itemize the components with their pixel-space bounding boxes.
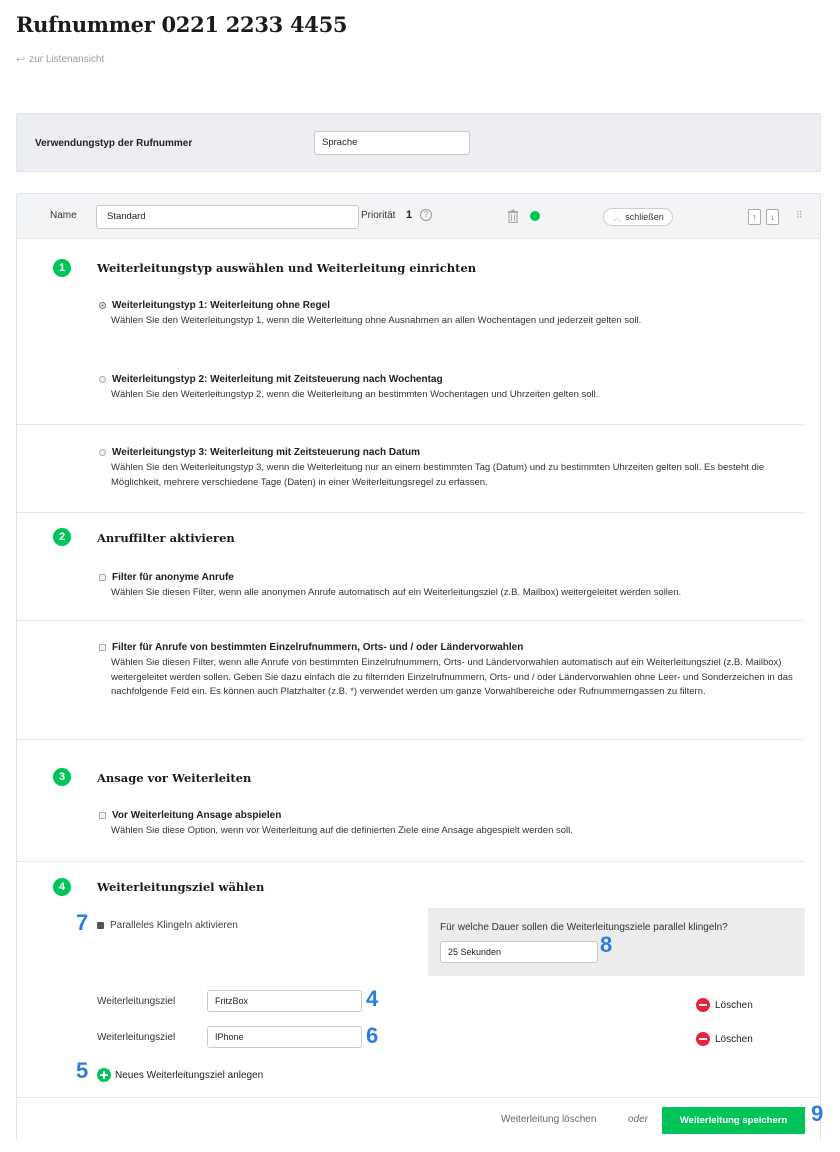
delete-target-1-button[interactable] [696,998,753,1012]
minus-circle-icon [696,1032,710,1046]
duration-question: Für welche Dauer sollen die Weiterleitungsziele parallel klingeln? [440,922,728,933]
back-to-list-link[interactable] [16,53,104,66]
back-link-label: zur Listenansicht [29,54,105,65]
delete-target-2-label: Löschen [715,1033,753,1045]
number-filter-desc: Wählen Sie diesen Filter, wenn alle Anrufe von bestimmten Einzelrufnummern, Orts- und Ländervorwahlen automatisch auf ein Weiterleitungsziel (z.B. Mailbox) weitergeleitet werden sollen. Geben Sie dazu einfach die zu filternden Einzelrufnummern, Orts- und / oder Ländervorwahlen ohne Leer- und Sonderzeichen in das nachfolgende Feld ein. Es können auch Platzhalter (z.B. *) verwendet werden um ganze Vorwahlbereiche oder Rufnummerngassen zu filtern. [111,657,793,697]
callout-6: 6 [366,1023,379,1048]
usage-type-label: Verwendungstyp der Rufnummer [35,138,193,149]
number-filter-checkbox[interactable] [99,644,106,651]
move-down-button[interactable]: ↓ [766,209,779,225]
callout-5: 5 [76,1058,89,1083]
anonymous-filter-checkbox[interactable] [99,574,106,581]
target-2-input[interactable]: IPhone [207,1026,362,1048]
forwarding-type-3-desc: Wählen Sie den Weiterleitungstyp 3, wenn die Weiterleitung nur an einem bestimmten Tag (Datum) und zu bestimmten Uhrzeiten gelten soll. Es besteht die Möglichkeit, mehrere verschiedene Tage (Daten) in einer Weiterleitungsregel zu erfassen. [111,462,765,488]
divider [17,512,805,513]
step-1-badge: 1 [53,259,71,277]
divider [17,620,805,621]
section-3-title: Ansage vor Weiterleiten [97,771,252,785]
forwarding-rule-card [16,193,824,1141]
priority-value: 1 [406,209,413,221]
forwarding-type-1-title: Weiterleitungstyp 1: Weiterleitung ohne Regel [112,300,330,311]
minus-circle-icon [696,998,710,1012]
delete-target-2-button[interactable] [696,1032,753,1046]
parallel-ringing-checkbox[interactable] [97,922,104,929]
target-1-input[interactable]: FritzBox [207,990,362,1012]
drag-handle-icon[interactable]: ⠿ [796,210,802,220]
forwarding-type-3-radio[interactable] [99,449,106,456]
help-icon[interactable]: ? [420,209,432,221]
callout-4: 4 [366,986,379,1011]
forwarding-type-3-title: Weiterleitungstyp 3: Weiterleitung mit Zeitsteuerung nach Datum [112,447,421,458]
page-title: Rufnummer 0221 2233 4455 [16,12,348,37]
duration-select[interactable]: 25 Sekunden [440,941,598,963]
section-1-title: Weiterleitungstyp auswählen und Weiterleitung einrichten [97,261,477,275]
divider [17,739,805,740]
delete-target-1-label: Löschen [715,999,753,1011]
step-3-badge: 3 [53,768,71,786]
forwarding-type-2-desc: Wählen Sie den Weiterleitungstyp 2, wenn die Weiterleitung an bestimmten Wochentagen und Uhrzeiten gelten soll. [111,389,599,400]
divider [17,424,805,425]
section-4-title: Weiterleitungsziel wählen [97,880,265,894]
return-arrow-icon: ↩ [16,54,26,66]
chevron-up-icon: ︿ [612,212,622,223]
add-target-label: Neues Weiterleitungsziel anlegen [115,1069,264,1081]
priority-label: Priorität [361,210,396,221]
forwarding-type-1-option[interactable] [99,300,799,329]
anonymous-filter-title: Filter für anonyme Anrufe [112,572,234,583]
move-up-button[interactable]: ↑ [748,209,761,225]
forwarding-type-1-desc: Wählen Sie den Weiterleitungstyp 1, wenn die Weiterleitung ohne Ausnahmen an allen Wochentagen und jederzeit gelten soll. [111,315,642,326]
forwarding-type-3-option[interactable] [99,447,799,490]
anonymous-filter-option[interactable] [99,572,799,601]
callout-9: 9 [811,1101,824,1126]
or-text: oder [628,1114,649,1125]
number-filter-option[interactable] [99,642,799,700]
collapse-label: schließen [625,212,664,222]
step-2-badge: 2 [53,528,71,546]
announcement-checkbox[interactable] [99,812,106,819]
rule-name-input[interactable]: Standard [96,205,359,229]
announcement-title: Vor Weiterleitung Ansage abspielen [112,810,282,821]
rule-name-label: Name [50,210,77,221]
parallel-ringing-option[interactable] [97,920,238,931]
forwarding-type-2-radio[interactable] [99,376,106,383]
forwarding-type-1-radio[interactable] [99,302,106,309]
number-filter-title: Filter für Anrufe von bestimmten Einzelrufnummern, Orts- und / oder Ländervorwahlen [112,642,524,653]
target-1-label: Weiterleitungsziel [97,996,176,1007]
rule-footer [17,1097,820,1141]
anonymous-filter-desc: Wählen Sie diesen Filter, wenn alle anonymen Anrufe automatisch auf ein Weiterleitungsziel (z.B. Mailbox) weitergeleitet werden sollen. [111,587,682,598]
callout-7: 7 [76,910,89,935]
save-forwarding-button[interactable]: Weiterleitung speichern [662,1107,805,1134]
announcement-option[interactable] [99,810,799,839]
divider [17,861,805,862]
forwarding-type-2-option[interactable] [99,374,799,403]
section-2-title: Anruffilter aktivieren [97,531,235,545]
delete-forwarding-link[interactable]: Weiterleitung löschen [501,1114,597,1125]
usage-type-panel [16,113,821,172]
step-4-badge: 4 [53,878,71,896]
status-active-dot[interactable] [530,211,540,221]
parallel-duration-panel [428,908,805,976]
trash-icon[interactable] [507,209,519,223]
usage-type-input[interactable]: Sprache [314,131,470,155]
announcement-desc: Wählen Sie diese Option, wenn vor Weiterleitung auf die definierten Ziele eine Ansage abgespielt werden soll. [111,825,573,836]
parallel-ringing-label: Paralleles Klingeln aktivieren [110,920,238,931]
plus-circle-icon [97,1068,111,1082]
callout-8: 8 [600,932,613,957]
add-target-button[interactable] [97,1068,263,1082]
forwarding-type-2-title: Weiterleitungstyp 2: Weiterleitung mit Zeitsteuerung nach Wochentag [112,374,443,385]
rule-header [17,194,820,239]
collapse-rule-button[interactable] [603,208,673,226]
target-2-label: Weiterleitungsziel [97,1032,176,1043]
